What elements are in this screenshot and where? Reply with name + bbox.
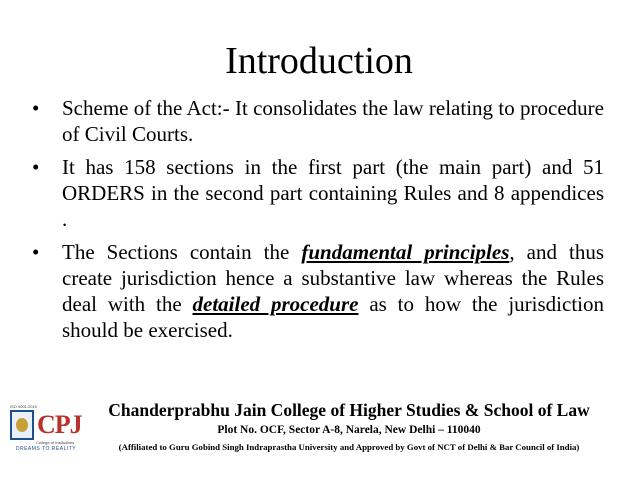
logo-letters: CPJ — [37, 410, 82, 439]
bullet-text: Scheme of the Act:- It consolidates the law relating to procedure of Civil Courts. — [62, 96, 604, 146]
logo-side-text: College of Institutions — [36, 440, 75, 445]
emphasis-detailed-procedure: detailed procedure — [192, 292, 359, 316]
footer-affiliation: (Affiliated to Guru Gobind Singh Indraprastha University and Approved by Govt of NCT of Delhi & Bar Council of India) — [118, 442, 580, 452]
bullet-text: It has 158 sections in the first part (the main part) and 51 ORDERS in the second part containing Rules and 8 appendices . — [62, 155, 604, 231]
crest-icon — [10, 410, 34, 440]
bullet-text: as to how the jurisdiction should be exercised. — [62, 292, 605, 342]
logo-top-text: ISO 9001:2015 — [10, 404, 37, 409]
logo-tagline: DREAMS TO REALITY — [15, 446, 77, 452]
bullet-text: The Sections contain the — [62, 240, 302, 264]
bullet-item — [32, 95, 604, 147]
bullet-item — [32, 239, 604, 343]
bullet-marker: • — [32, 240, 40, 264]
slide-title: Introduction — [225, 40, 413, 82]
bullet-list — [32, 95, 604, 350]
footer-address: Plot No. OCF, Sector A-8, Narela, New Delhi – 110040 — [217, 424, 481, 436]
bullet-marker: • — [32, 155, 40, 179]
bullet-marker: • — [32, 96, 40, 120]
footer-college-name: Chanderprabhu Jain College of Higher Studies & School of Law — [108, 400, 590, 420]
emphasis-fundamental-principles: fundamental principles — [301, 240, 510, 264]
bullet-text: , and thus create jurisdiction hence a substantive law whereas the Rules deal with the — [62, 240, 604, 316]
college-logo — [10, 404, 82, 462]
bullet-item — [32, 154, 604, 232]
